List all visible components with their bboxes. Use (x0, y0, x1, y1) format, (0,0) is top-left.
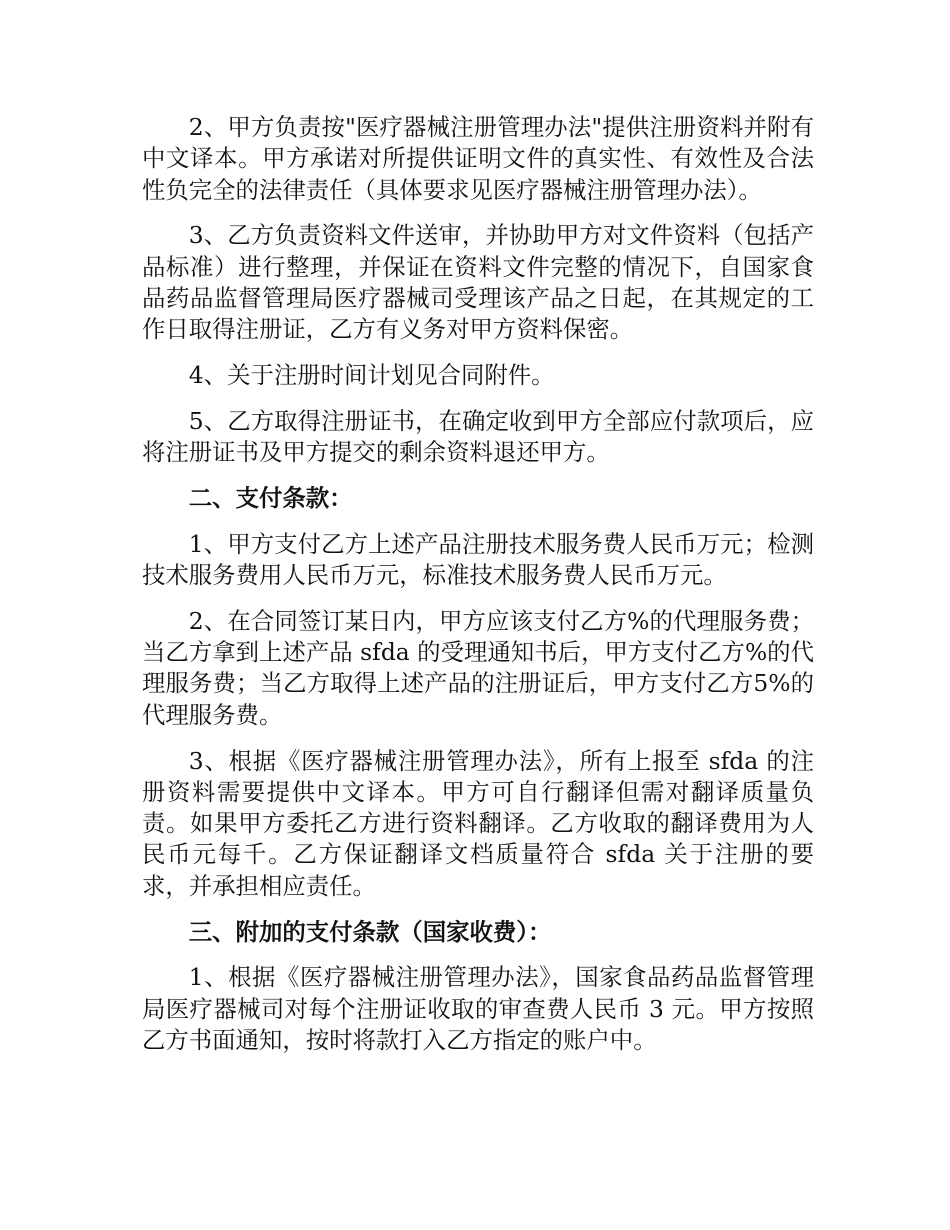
clause-3-1: 1、根据《医疗器械注册管理办法》，国家食品药品监督管理局医疗器械司对每个注册证收取的审查费人民币 3 元。甲方按照乙方书面通知，按时将款打入乙方指定的账户中。 (142, 963, 814, 1054)
document-page (142, 112, 814, 1071)
clause-1-2: 2、甲方负责按"医疗器械注册管理办法"提供注册资料并附有中文译本。甲方承诺对所提供证明文件的真实性、有效性及合法性负完全的法律责任（具体要求见医疗器械注册管理办法）。 (142, 113, 814, 204)
clause-1-3: 3、乙方负责资料文件送审，并协助甲方对文件资料（包括产品标准）进行整理，并保证在资料文件完整的情况下，自国家食品药品监督管理局医疗器械司受理该产品之日起，在其规定的工作日取得注册证，乙方有义务对甲方资料保密。 (142, 221, 814, 344)
section-heading-payment: 二、支付条款： (188, 483, 353, 512)
clause-1-4: 4、关于注册时间计划见合同附件。 (188, 361, 555, 390)
section-heading-additional-payment: 三、附加的支付条款（国家收费）： (188, 917, 552, 946)
clause-2-3: 3、根据《医疗器械注册管理办法》，所有上报至 sfda 的注册资料需要提供中文译本。甲方可自行翻译但需对翻译质量负责。如果甲方委托乙方进行资料翻译。乙方收取的翻译费用为人民币元每千。乙方保证翻译文档质量符合 sfda 关于注册的要求，并承担相应责任。 (142, 746, 814, 900)
clause-2-1: 1、甲方支付乙方上述产品注册技术服务费人民币万元；检测技术服务费用人民币万元，标准技术服务费人民币万元。 (142, 529, 814, 590)
clause-1-5: 5、乙方取得注册证书，在确定收到甲方全部应付款项后，应将注册证书及甲方提交的剩余资料退还甲方。 (142, 406, 814, 467)
clause-2-2: 2、在合同签订某日内，甲方应该支付乙方%的代理服务费；当乙方拿到上述产品 sfda 的受理通知书后，甲方支付乙方%的代理服务费；当乙方取得上述产品的注册证后，甲方支付乙方5%的代理服务费。 (142, 606, 814, 729)
